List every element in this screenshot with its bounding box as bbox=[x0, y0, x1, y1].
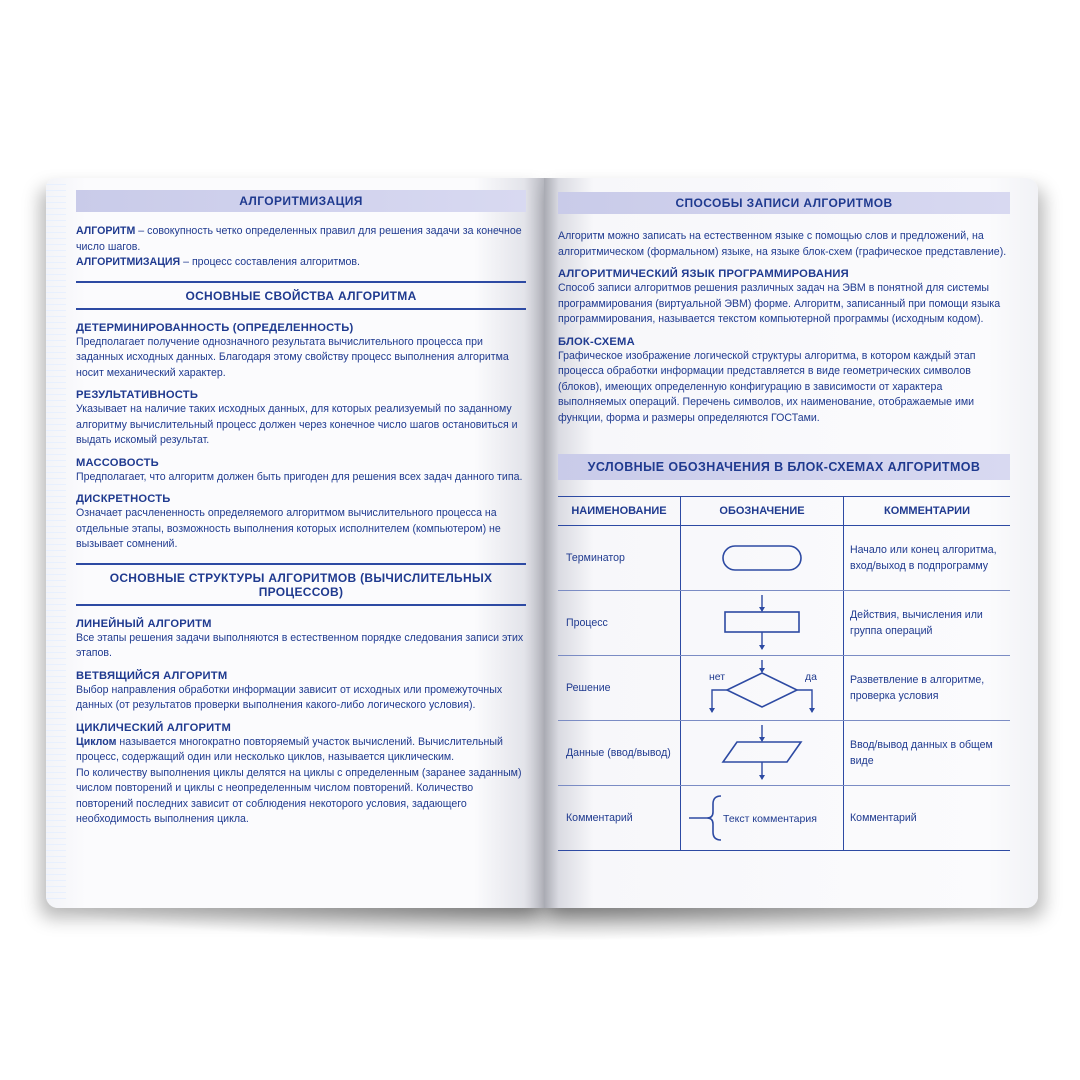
left-page bbox=[46, 178, 544, 908]
column-header-symbol: ОБОЗНАЧЕНИЕ bbox=[681, 497, 844, 526]
property-text: Указывает на наличие таких исходных данных, для которых реализуемый по заданному алгоритму вычислительный процесс должен через конечное число шагов остановиться и выдать искомый результат. bbox=[76, 403, 518, 446]
structure-title: ЦИКЛИЧЕСКИЙ АЛГОРИТМ bbox=[76, 721, 231, 734]
symbol-cell bbox=[681, 721, 844, 786]
structure-title: ЛИНЕЙНЫЙ АЛГОРИТМ bbox=[76, 617, 212, 630]
symbol-name: Решение bbox=[558, 656, 681, 721]
structure-text: Выбор направления обработки информации зависит от исходных или промежуточных данных (от результатов проверки выполнения какого-либо логического условия). bbox=[76, 683, 503, 711]
symbol-comment: Разветвление в алгоритме, проверка условия bbox=[844, 656, 1011, 721]
property-title: МАССОВОСТЬ bbox=[76, 456, 159, 469]
structures-section-title: ОСНОВНЫЕ СТРУКТУРЫ АЛГОРИТМОВ (ВЫЧИСЛИТЕЛЬНЫХ ПРОЦЕССОВ) bbox=[76, 563, 526, 606]
definition-algorithmization bbox=[76, 255, 526, 271]
decision-no-label: нет bbox=[709, 671, 726, 683]
table-row bbox=[558, 721, 1010, 786]
cycle-term: Циклом bbox=[76, 735, 117, 748]
section-text: Графическое изображение логической структуры алгоритма, в котором каждый этап процесса обработки информации представляется в виде геометрических символов (блоков), имеющих определенную конфигурацию в зависимости от характера выполняемых операций. Перечень символов, их наименование, отображаемые ими функции, форма и размеры определяются ГОСТами. bbox=[558, 349, 976, 424]
flowchart-legend-table bbox=[558, 496, 1010, 851]
definition-text: – совокупность четко определенных правил для решения задачи за конечное число шагов. bbox=[76, 225, 522, 253]
section-text: Способ записи алгоритмов решения различных задач на ЭВМ в понятной для системы программирования (виртуальной ЭВМ) форме. Алгоритм, записанный при помощи языка программирования, называется текстом компьютерной программы (исходным кодом). bbox=[558, 282, 1001, 325]
table-row bbox=[558, 656, 1010, 721]
structure-title: ВЕТВЯЩИЙСЯ АЛГОРИТМ bbox=[76, 669, 228, 682]
term: АЛГОРИТМ bbox=[76, 225, 136, 237]
property-title: ДИСКРЕТНОСТЬ bbox=[76, 493, 171, 505]
property-text: Предполагает, что алгоритм должен быть пригоден для решения всех задач данного типа. bbox=[76, 470, 523, 483]
property-title: РЕЗУЛЬТАТИВНОСТЬ bbox=[76, 389, 199, 401]
data-symbol-icon bbox=[717, 723, 807, 783]
symbol-comment: Начало или конец алгоритма, вход/выход в подпрограмму bbox=[844, 526, 1011, 591]
section-title: БЛОК-СХЕМА bbox=[558, 335, 635, 348]
left-page-title: АЛГОРИТМИЗАЦИЯ bbox=[76, 190, 526, 212]
structure-extra-text: По количеству выполнения циклы делятся на циклы с определенным (заранее заданным) числом повторений и циклы с неопределенным числом повторений. Количество повторений последних зависит от соблюдения некоторого условия, задающего необходимость выполнения цикла. bbox=[76, 766, 522, 825]
decision-symbol-icon bbox=[697, 658, 827, 718]
table-header-row bbox=[558, 497, 1010, 526]
structure-text bbox=[76, 735, 526, 766]
definition-text: – процесс составления алгоритмов. bbox=[180, 256, 360, 268]
right-page-content bbox=[544, 178, 1038, 908]
left-page-content bbox=[46, 178, 544, 908]
decision-yes-label: да bbox=[805, 671, 817, 683]
process-symbol-icon bbox=[717, 593, 807, 653]
column-header-comment: КОММЕНТАРИИ bbox=[844, 497, 1011, 526]
symbol-cell bbox=[681, 591, 844, 656]
symbol-name: Процесс bbox=[558, 591, 681, 656]
terminator-symbol-icon bbox=[717, 538, 807, 578]
symbol-name: Терминатор bbox=[558, 526, 681, 591]
symbol-cell bbox=[681, 656, 844, 721]
symbol-name: Комментарий bbox=[558, 786, 681, 851]
symbol-comment: Комментарий bbox=[844, 786, 1011, 851]
property-title: ДЕТЕРМИНИРОВАННОСТЬ (ОПРЕДЕЛЕННОСТЬ) bbox=[76, 321, 354, 334]
symbol-comment: Ввод/вывод данных в общем виде bbox=[844, 721, 1011, 786]
definition-algorithm bbox=[76, 224, 526, 255]
symbol-name: Данные (ввод/вывод) bbox=[558, 721, 681, 786]
comment-symbol-icon bbox=[687, 790, 837, 846]
table-row bbox=[558, 786, 1010, 851]
structure-text: Все этапы решения задачи выполняются в естественном порядке следования записи этих этапов. bbox=[76, 631, 524, 659]
legend-title: УСЛОВНЫЕ ОБОЗНАЧЕНИЯ В БЛОК-СХЕМАХ АЛГОРИТМОВ bbox=[558, 454, 1010, 480]
property-text: Предполагает получение однозначного результата вычислительного процесса при заданных исходных данных. Благодаря этому свойству процесс выполнения алгоритма носит механический характер. bbox=[76, 335, 509, 379]
comment-symbol-text: Текст комментария bbox=[723, 813, 817, 825]
section-title: АЛГОРИТМИЧЕСКИЙ ЯЗЫК ПРОГРАММИРОВАНИЯ bbox=[558, 268, 849, 280]
symbol-cell bbox=[681, 526, 844, 591]
properties-section-title: ОСНОВНЫЕ СВОЙСТВА АЛГОРИТМА bbox=[76, 281, 526, 310]
term: АЛГОРИТМИЗАЦИЯ bbox=[76, 256, 181, 268]
cycle-definition: называется многократно повторяемый участок вычислений. Вычислительный процесс, содержащий один или несколько циклов, называется циклическим. bbox=[76, 735, 503, 763]
symbol-comment: Действия, вычисления или группа операций bbox=[844, 591, 1011, 656]
symbol-cell bbox=[681, 786, 844, 851]
property-text: Означает расчлененность определяемого алгоритмом вычислительного процесса на отдельные этапы, возможность выполнения которых исполнителем (компьютером) не вызывает сомнений. bbox=[76, 507, 501, 550]
table-row bbox=[558, 591, 1010, 656]
intro-text: Алгоритм можно записать на естественном языке с помощью слов и предложений, на алгоритмическом (формальном) языке, на языке блок-схем (графическое представление). bbox=[558, 230, 1007, 258]
column-header-name: НАИМЕНОВАНИЕ bbox=[558, 497, 681, 526]
table-row bbox=[558, 526, 1010, 591]
right-page bbox=[544, 178, 1038, 908]
right-page-title: СПОСОБЫ ЗАПИСИ АЛГОРИТМОВ bbox=[558, 192, 1010, 214]
